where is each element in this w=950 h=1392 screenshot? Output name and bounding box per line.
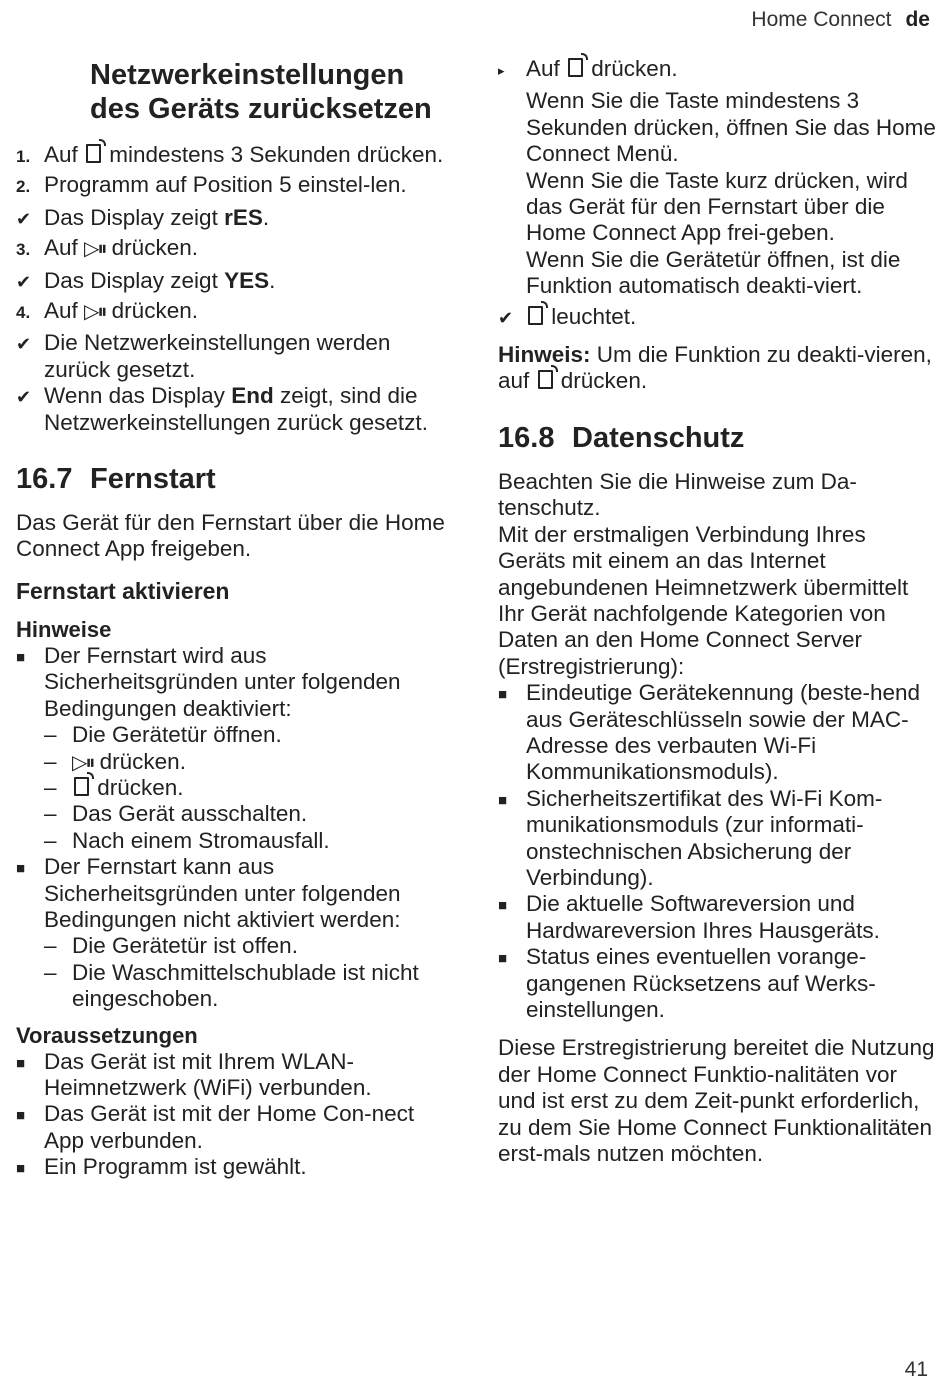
datenschutz-p3: Diese Erstregistrierung bereitet die Nutzung der Home Connect Funktio-nalitäten vor und ist erst zu dem Zeit-punkt erforderlich, zu dem Sie Home Connect Funktionalitäten erst-mals nutzen möchten. <box>498 1035 935 1167</box>
left-column <box>16 56 456 1181</box>
action-triangle-icon: ▸ <box>498 63 505 78</box>
step-2: 2. Programm auf Position 5 einstel-len. <box>16 172 407 198</box>
bullet-square-icon: ■ <box>498 791 508 809</box>
dash-item: – Die Gerätetür ist offen. <box>44 933 298 959</box>
bullet-square-icon: ■ <box>16 860 26 878</box>
step-1: 1. Auf mindestens 3 Sekunden drücken. <box>16 142 444 167</box>
start-pause-icon: ▷⏸ <box>72 749 94 774</box>
voraussetzungen-list <box>16 1049 456 1181</box>
remote-start-icon <box>528 306 543 325</box>
dash-item: – Die Gerätetür öffnen. <box>44 722 282 748</box>
start-pause-icon: ▷⏸ <box>84 299 106 324</box>
section-16-6-heading: Netzwerkeinstellungen des Geräts zurücksetzen <box>90 59 432 125</box>
dash-item: – drücken. <box>44 774 184 800</box>
remote-start-icon <box>74 777 89 796</box>
page-number: 41 <box>904 1358 928 1381</box>
bullet-square-icon: ■ <box>16 1054 26 1072</box>
result-item: ✔ Die Netzwerkeinstellungen werden zurück gesetzt. <box>16 330 391 382</box>
dash-item: – ▷⏸ drücken. <box>44 748 186 774</box>
bullet-square-icon: ■ <box>16 1160 26 1178</box>
bullet-square-icon: ■ <box>498 897 508 915</box>
reset-steps-list <box>16 142 456 436</box>
list-item: ■ Der Fernstart wird aus Sicherheitsgründen unter folgenden Bedingungen deaktiviert: <box>16 642 401 721</box>
list-item: ■ Sicherheitszertifikat des Wi-Fi Kom-munikationsmoduls (zur informati-onstechnischen Absicherung der Verbindung). <box>498 785 883 890</box>
fernstart-aktivieren-heading: Fernstart aktivieren <box>16 577 230 604</box>
dash-item: – Das Gerät ausschalten. <box>44 801 308 827</box>
hinweise-heading: Hinweise <box>16 616 112 642</box>
hinweise-list <box>16 643 456 1013</box>
datenschutz-list <box>498 680 938 1023</box>
bullet-square-icon: ■ <box>16 1107 26 1125</box>
check-icon: ✔ <box>16 387 32 408</box>
header-title: Home Connect <box>751 8 892 31</box>
voraussetzungen-heading: Voraussetzungen <box>16 1022 198 1048</box>
dash-item: – Die Waschmittelschublade ist nicht eingeschoben. <box>44 959 419 1012</box>
list-item: ■ Status eines eventuellen vorange-gangenen Rücksetzens auf Werks-einstellungen. <box>498 944 876 1022</box>
note: Hinweis: Um die Funktion zu deakti-vieren, auf drücken. <box>498 342 932 394</box>
result-item: ✔ Das Display zeigt YES. <box>16 268 456 294</box>
section-16-7-heading: 16.7 Fernstart <box>16 463 216 496</box>
result-item: ✔ Das Display zeigt rES. <box>16 205 456 231</box>
list-item: ■ Ein Programm ist gewählt. <box>16 1154 456 1180</box>
language-code: de <box>905 8 930 31</box>
datenschutz-p1: Beachten Sie die Hinweise zum Da-tenschutz. <box>498 468 857 521</box>
list-item: ■ Das Gerät ist mit der Home Con-nect App verbunden. <box>16 1101 415 1153</box>
result-item: ✔ leuchtet. <box>498 304 938 330</box>
list-item: ■ Der Fernstart kann aus Sicherheitsgründen unter folgenden Bedingungen nicht aktiviert werden: <box>16 854 401 932</box>
step-4: 4. Auf ▷⏸ drücken. <box>16 298 198 324</box>
start-pause-icon: ▷⏸ <box>84 236 106 261</box>
list-item: ■ Das Gerät ist mit Ihrem WLAN-Heimnetzwerk (WiFi) verbunden. <box>16 1048 372 1100</box>
fernstart-intro: Das Gerät für den Fernstart über die Home Connect App freigeben. <box>16 510 445 562</box>
dash-item: – Nach einem Stromausfall. <box>44 827 330 853</box>
check-icon: ✔ <box>498 307 514 328</box>
bullet-square-icon: ■ <box>498 686 508 704</box>
check-icon: ✔ <box>16 271 32 292</box>
action-step: ▸ Auf drücken. <box>498 56 938 82</box>
list-item: ■ Eindeutige Gerätekennung (beste-hend aus Geräteschlüsseln sowie der MAC-Adresse des verbauten Wi-Fi Kommunikationsmoduls). <box>498 680 921 785</box>
section-16-8-heading: 16.8 Datenschutz <box>498 421 745 454</box>
list-item: ■ Die aktuelle Softwareversion und Hardwareversion Ihres Hausgeräts. <box>498 891 880 943</box>
page-header <box>751 8 930 32</box>
remote-start-icon <box>568 58 583 77</box>
check-icon: ✔ <box>16 334 32 355</box>
step-3: 3. Auf ▷⏸ drücken. <box>16 235 198 261</box>
bullet-square-icon: ■ <box>16 648 26 666</box>
result-item: ✔ Wenn das Display End zeigt, sind die Netzwerkeinstellungen zurück gesetzt. <box>16 383 428 435</box>
action-step-description: Wenn Sie die Taste mindestens 3 Sekunden drücken, öffnen Sie das Home Connect Menü. Wenn Sie die Taste kurz drücken, wird das Gerät für den Fernstart über die Home Connect App frei-geben. Wenn Sie die Gerätetür öffnen, ist die Funktion automatisch deakti-viert. <box>526 88 936 299</box>
remote-start-icon <box>86 144 101 163</box>
remote-start-icon <box>538 370 553 389</box>
right-column <box>498 56 938 1167</box>
datenschutz-p2: Mit der erstmaligen Verbindung Ihres Geräts mit einem an das Internet angebundenen Heimnetzwerk übermittelt Ihr Gerät nachfolgende Kategorien von Daten an den Home Connect Server (Erstregistrierung): <box>498 521 909 679</box>
bullet-square-icon: ■ <box>498 950 508 968</box>
check-icon: ✔ <box>16 208 32 229</box>
